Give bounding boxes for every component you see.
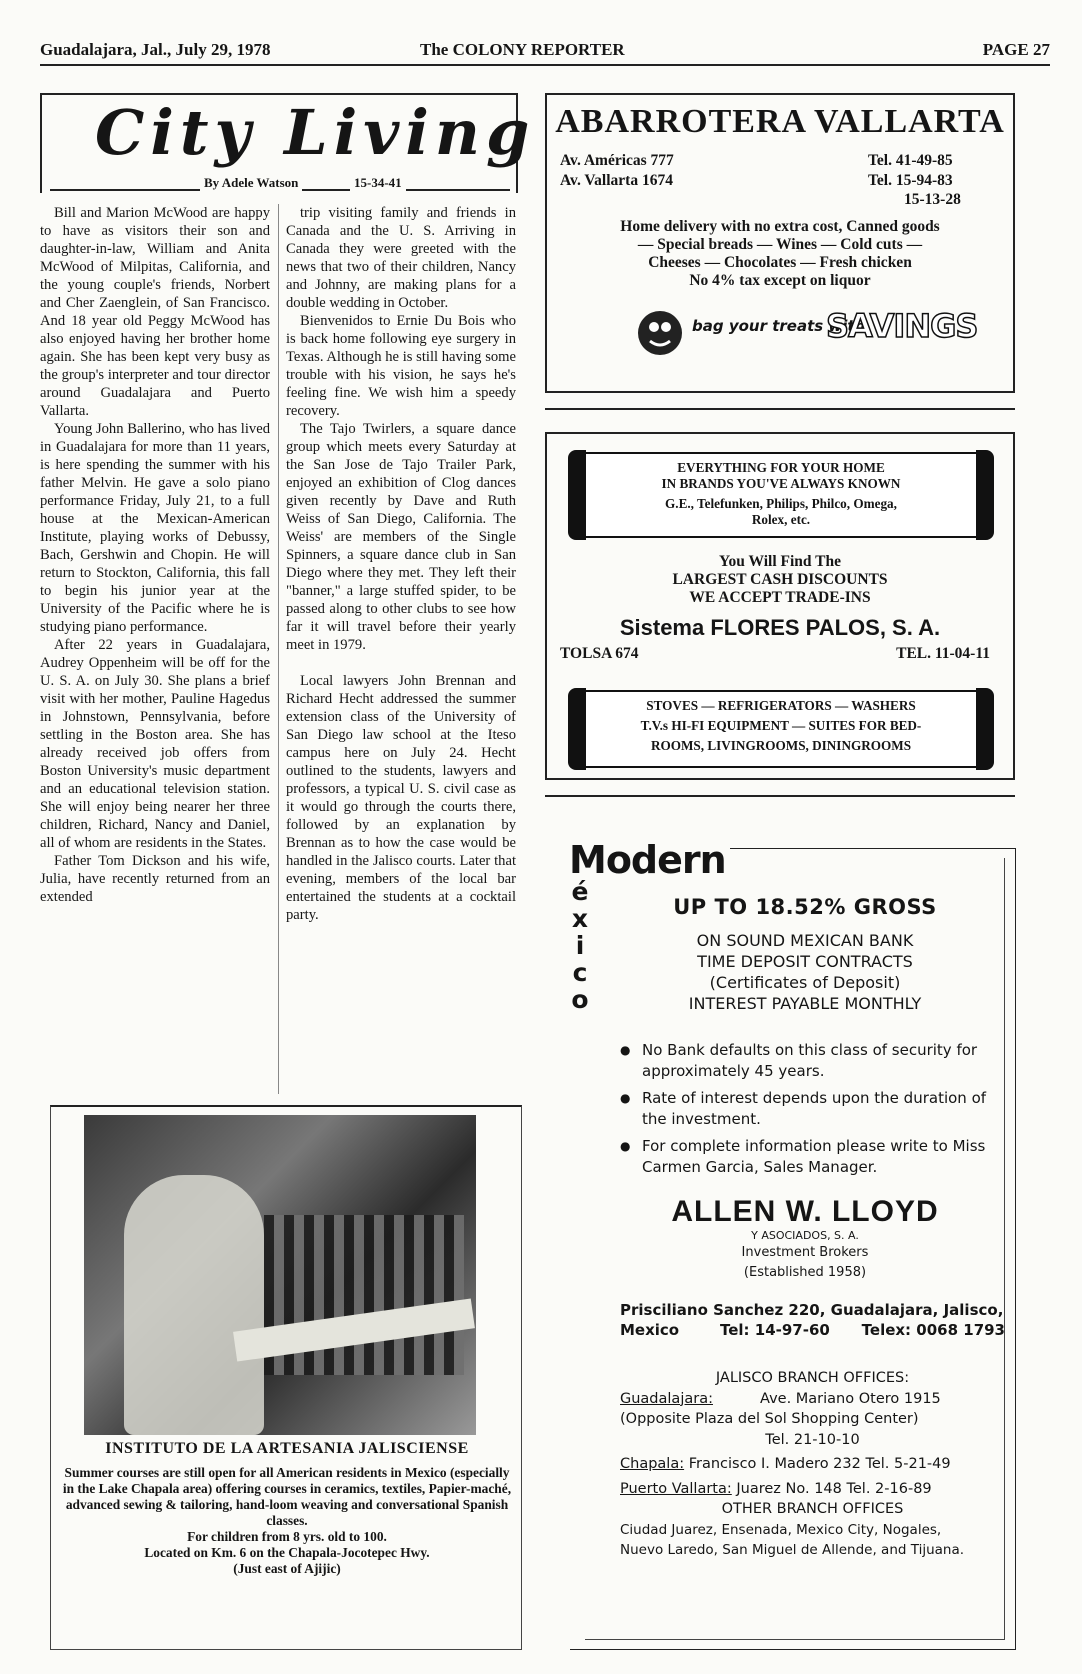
branch-chapala	[620, 1454, 1005, 1475]
branch-label: Chapala:	[620, 1456, 685, 1472]
lloyd-address	[620, 1300, 1005, 1340]
article-column-1	[40, 204, 270, 1094]
column-divider	[278, 204, 279, 1094]
branches-title: JALISCO BRANCH OFFICES:	[715, 1370, 910, 1386]
bullet-item: ● For complete information please write to Miss Carmen Garcia, Sales Manager.	[620, 1136, 1005, 1178]
branch-address: (Opposite Plaza del Sol Shopping Center)	[620, 1411, 919, 1427]
flores-offer	[560, 553, 1000, 607]
deposit-line: INTEREST PAYABLE MONTHLY	[688, 994, 922, 1013]
other-branches-title: OTHER BRANCH OFFICES	[721, 1501, 904, 1517]
artesania-directions: (Just east of Ajijic)	[233, 1561, 341, 1576]
artesania-location: Located on Km. 6 on the Chapala-Jocotepec Hwy.	[144, 1545, 430, 1560]
flores-products-banner	[572, 690, 990, 768]
lloyd-tel: Tel: 14-97-60	[720, 1321, 830, 1339]
photo-woman-figure	[124, 1175, 264, 1435]
lloyd-address-line: Prisciliano Sanchez 220, Guadalajara, Jalisco,	[620, 1301, 1004, 1319]
flores-company-name: Sistema FLORES PALOS, S. A.	[619, 615, 941, 640]
article-paragraph: The Tajo Twirlers, a square dance group which meets every Saturday at the San Jose de Tajo Trailer Park, enjoyed an exhibition of Clog dances given recently by Dave and Ruth Weiss of San Diego, California. The Weiss' are members of the Single Spinners, a square dance club in San Diego where they met. They left their "banner," a large stuffed spider, to be passed along to other clubs to see how far it will travel before their yearly meet in 1979.	[286, 421, 516, 653]
investment-bullets	[620, 1040, 1005, 1184]
section-rule	[545, 795, 1015, 797]
article-paragraph: Bill and Marion McWood are happy to have as visitors their son and daughter-in-law, William and Anita McWood of Milpitas, California, and the young couple's friends, Norbert and Cher Zaenglein, of San Francisco. And 18 year old Peggy McWood has also enjoyed having her brother home again. She has been kept very busy as the group's interpreter and tour director around Guadalajara and Puerto Vallarta.	[40, 205, 270, 419]
masthead	[40, 36, 1050, 66]
city-living-phone: 15-34-41	[350, 175, 406, 191]
flores-address: TOLSA 674	[560, 645, 639, 662]
lloyd-company-details	[610, 1229, 1000, 1283]
branch-guadalajara	[620, 1389, 1005, 1410]
abarrotera-address-1: Av. Américas 777	[560, 152, 674, 169]
branch-address: Juarez No. 148 Tel. 2-16-89	[736, 1480, 932, 1497]
article-paragraph: Local lawyers John Brennan and Richard Hecht addressed the summer extension class of the University of San Diego law school at the Iteso campus here on July 24. Hecht outlined to the students, lawyers and professors, a typical U. S. civil case as it would go through the courts there, followed by an explanation by Brennan as to how the case would be handled in the Jalisco courts. Later that evening, members of the local bar entertained the students at a cocktail party.	[286, 673, 516, 923]
city-living-byline: By Adele Watson	[200, 175, 302, 191]
branch-puerto-vallarta	[620, 1479, 1005, 1500]
savings-logo	[630, 303, 978, 361]
branch-offices	[620, 1368, 1005, 1561]
other-branches-list: Nuevo Laredo, San Miguel de Allende, and Tijuana.	[620, 1542, 965, 1558]
abarrotera-title: ABARROTERA VALLARTA	[555, 103, 1005, 140]
moderno-brand: Modern	[569, 838, 730, 882]
abarrotera-tel-1: Tel. 41-49-85	[868, 152, 953, 169]
abarrotera-address-2: Av. Vallarta 1674	[560, 172, 673, 189]
city-living-byline-rule	[50, 175, 510, 191]
vertical-letter: o	[571, 985, 589, 1014]
banner-line: Rolex, etc.	[751, 512, 811, 527]
section-rule	[545, 408, 1015, 410]
deposit-description	[610, 930, 1000, 1014]
abarrotera-desc-line: No 4% tax except on liquor	[689, 272, 871, 289]
lloyd-country: Mexico	[620, 1321, 680, 1339]
vertical-letter: c	[572, 958, 588, 987]
savings-logo-word: SAVINGS	[826, 307, 978, 345]
banner-line: IN BRANDS YOU'VE ALWAYS KNOWN	[661, 476, 901, 491]
masthead-dateline: Guadalajara, Jal., July 29, 1978	[40, 40, 271, 59]
artesania-body-text: Summer courses are still open for all American residents in Mexico (especially in the Lake Chapala area) offering courses in ceramics, textiles, Papier-maché, advanced sewing & tailoring, hand-loom weaving and conversational Spanish classes.	[62, 1465, 512, 1528]
abarrotera-desc-line: — Special breads — Wines — Cold cuts —	[637, 236, 923, 253]
banner-line: ROOMS, LIVINGROOMS, DININGROOMS	[650, 738, 912, 753]
branch-label: Puerto Vallarta:	[620, 1480, 732, 1497]
banner-line: T.V.s HI-FI EQUIPMENT — SUITES FOR BED-	[640, 718, 922, 733]
banner-line: EVERYTHING FOR YOUR HOME	[677, 460, 885, 475]
bullet-item: ● No Bank defaults on this class of security for approximately 45 years.	[620, 1040, 1005, 1082]
artesania-headline: INSTITUTO DE LA ARTESANIA JALISCIENSE	[105, 1440, 469, 1457]
artesania-ages: For children from 8 yrs. old to 100.	[187, 1529, 387, 1544]
abarrotera-desc-line: Cheeses — Chocolates — Fresh chicken	[648, 254, 912, 271]
deposit-line: TIME DEPOSIT CONTRACTS	[697, 952, 913, 971]
flores-offer-line: LARGEST CASH DISCOUNTS	[672, 571, 888, 588]
city-living-title: City Living	[95, 96, 536, 169]
lloyd-detail: Y ASOCIADOS, S. A.	[751, 1229, 859, 1242]
lloyd-company-name: ALLEN W. LLOYD	[671, 1195, 939, 1228]
mexico-vertical-word	[570, 878, 590, 1013]
deposit-line: ON SOUND MEXICAN BANK	[696, 931, 914, 950]
branch-tel: Tel. 21-10-10	[765, 1431, 860, 1448]
flores-address-row	[560, 645, 1000, 663]
branch-label: Guadalajara:	[620, 1390, 713, 1407]
lloyd-detail: (Established 1958)	[743, 1265, 867, 1280]
flores-offer-line: WE ACCEPT TRADE-INS	[689, 589, 871, 606]
masthead-page-number: PAGE 27	[982, 40, 1050, 59]
other-branches-list: Ciudad Juarez, Ensenada, Mexico City, Nogales,	[620, 1521, 942, 1538]
banner-line: STOVES — REFRIGERATORS — WASHERS	[646, 698, 916, 713]
deposit-line: (Certificates of Deposit)	[709, 973, 901, 992]
lloyd-address-line-2	[620, 1320, 1005, 1340]
masthead-paper-name: The COLONY REPORTER	[420, 40, 625, 59]
vertical-letter: i	[575, 931, 585, 960]
interest-rate-headline: UP TO 18.52% GROSS	[673, 895, 937, 919]
abarrotera-tel-2: Tel. 15-94-83	[868, 172, 953, 189]
lloyd-telex: Telex: 0068 1793	[861, 1321, 1005, 1339]
article-paragraph: Bienvenidos to Ernie Du Bois who is back home following eye surgery in Texas. Although he is still having some trouble with his vision, he says he's feeling fine. We wish him a speedy recovery.	[286, 313, 516, 419]
flores-tel: TEL. 11-04-11	[896, 645, 990, 662]
bullet-item: ● Rate of interest depends upon the duration of the investment.	[620, 1088, 1005, 1130]
article-paragraph: Young John Ballerino, who has lived in Guadalajara for more than 11 years, is here spending the summer with his father Melvin. He gave a solo piano performance Friday, July 21, to a full house at the Mexican-American Institute, playing works of Debussy, Bach, Gershwin and Chopin. He will return to Stockton, California, this fall to begin his junior year at the University of the Pacific where he is studying piano performance.	[40, 421, 270, 635]
vertical-letter: x	[571, 904, 589, 933]
article-paragraph: trip visiting family and friends in Canada and the U. S. Arriving in Canada they were greeted with the news that two of their children, Nancy and Johnny, are making plans for a double wedding in October.	[286, 205, 516, 311]
flores-offer-line: You Will Find The	[719, 553, 841, 570]
branch-address: Ave. Mariano Otero 1915	[760, 1390, 941, 1407]
vertical-letter: é	[571, 877, 589, 906]
article-column-2	[286, 204, 516, 1094]
article-paragraph: Father Tom Dickson and his wife, Julia, have recently returned from an extended	[40, 853, 270, 905]
abarrotera-desc-line: Home delivery with no extra cost, Canned goods	[620, 218, 940, 235]
abarrotera-description	[555, 218, 1005, 290]
branch-address: Francisco I. Madero 232 Tel. 5-21-49	[688, 1456, 951, 1472]
banner-line: G.E., Telefunken, Philips, Philco, Omega,	[665, 496, 897, 511]
lloyd-detail: Investment Brokers	[741, 1245, 869, 1260]
artesania-body	[62, 1465, 512, 1577]
artesania-photo	[84, 1115, 476, 1435]
savings-logo-tagline: bag your treats with	[692, 317, 866, 335]
flores-brands-banner	[572, 452, 990, 538]
article-paragraph: After 22 years in Guadalajara, Audrey Oppenheim will be off for the U. S. A. on July 30. She plans a brief visit with her mother, Pauline Hagedus in Johnstown, Pennsylvania, before settling in the Boston area. She has already received job offers from Boston University's music department and an educational television station. She will enjoy being nearer her three children, Richard, Nancy and Daniel, all of whom are residents in the States.	[40, 637, 270, 851]
abarrotera-tel-3: 15-13-28	[904, 191, 961, 208]
